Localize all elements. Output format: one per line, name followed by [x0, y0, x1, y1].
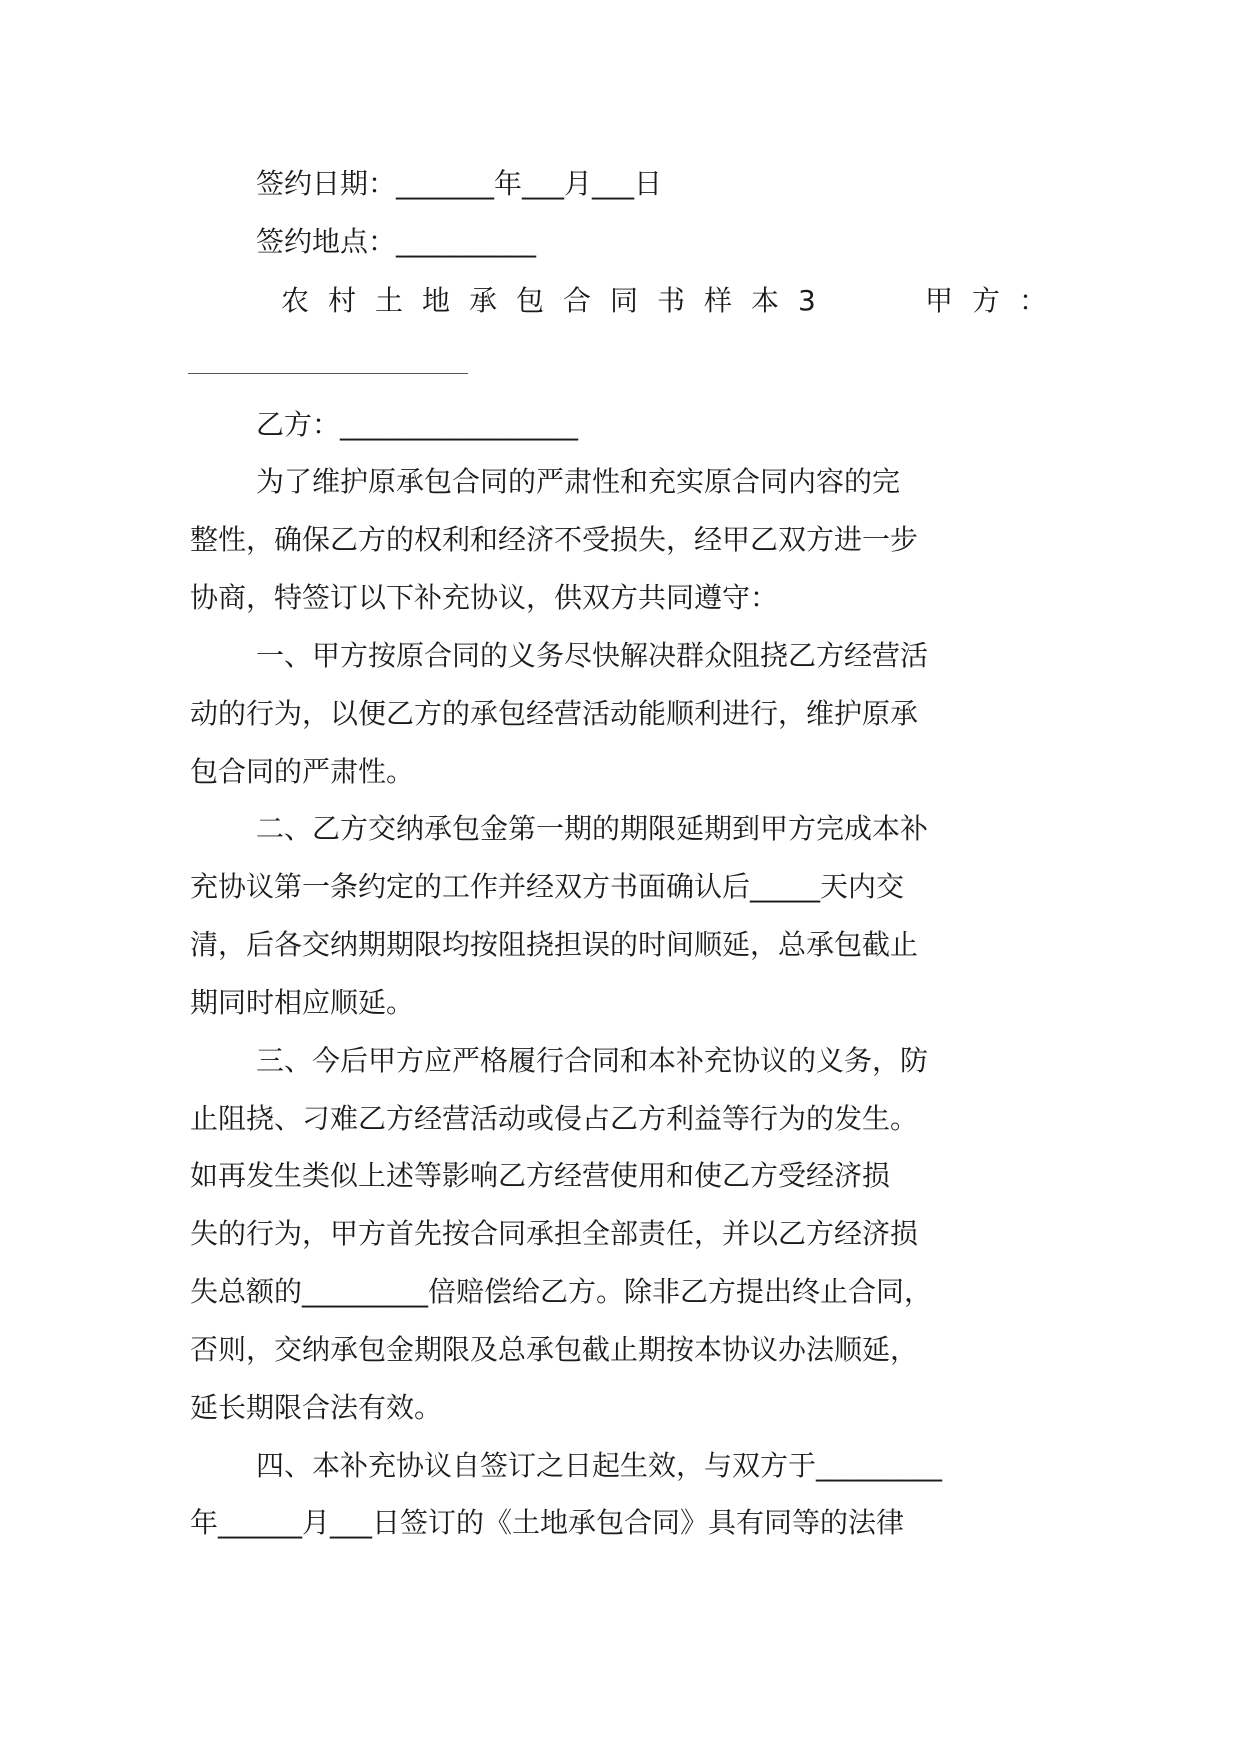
body-line: 四、本补充协议自签订之日起生效，与双方于_________: [256, 1449, 943, 1482]
body-line: 延长期限合法有效。: [190, 1391, 443, 1424]
body-line: 否则，交纳承包金期限及总承包截止期按本协议办法顺延，: [190, 1333, 919, 1366]
body-line: 清，后各交纳期期限均按阻挠担误的时间顺延，总承包截止: [190, 928, 919, 961]
body-line: 充协议第一条约定的工作并经双方书面确认后_____天内交: [190, 870, 905, 903]
body-line: 协商，特签订以下补充协议，供双方共同遵守：: [190, 581, 779, 614]
party-b-line: 乙方：_________________: [256, 408, 579, 441]
body-line: 整性，确保乙方的权利和经济不受损失，经甲乙双方进一步: [190, 523, 919, 556]
body-line: 失总额的_________倍赔偿给乙方。除非乙方提出终止合同，: [190, 1275, 933, 1308]
party-a-blank-line: [188, 373, 468, 374]
body-line: 动的行为，以便乙方的承包经营活动能顺利进行，维护原承: [190, 697, 919, 730]
body-line: 为了维护原承包合同的严肃性和充实原合同内容的完: [256, 465, 901, 498]
body-line: 二、乙方交纳承包金第一期的期限延期到甲方完成本补: [256, 812, 929, 845]
sign-place-line: 签约地点：__________: [256, 225, 537, 258]
body-line: 失的行为，甲方首先按合同承担全部责任，并以乙方经济损: [190, 1217, 919, 1250]
body-line: 三、今后甲方应严格履行合同和本补充协议的义务，防: [256, 1044, 929, 1077]
sign-date-line: 签约日期：_______年___月___日: [256, 167, 663, 200]
body-line: 包合同的严肃性。: [190, 755, 415, 788]
body-line: 期同时相应顺延。: [190, 986, 415, 1019]
body-line: 年______月___日签订的《土地承包合同》具有同等的法律: [190, 1506, 905, 1539]
sample-title: 农村土地承包合同书样本3: [281, 284, 835, 317]
body-line: 如再发生类似上述等影响乙方经营使用和使乙方受经济损: [190, 1159, 891, 1192]
body-line: 止阻挠、刁难乙方经营活动或侵占乙方利益等行为的发生。: [190, 1102, 919, 1135]
body-line: 一、甲方按原合同的义务尽快解决群众阻挠乙方经营活: [256, 639, 929, 672]
party-a-label: 甲方：: [925, 284, 1067, 317]
